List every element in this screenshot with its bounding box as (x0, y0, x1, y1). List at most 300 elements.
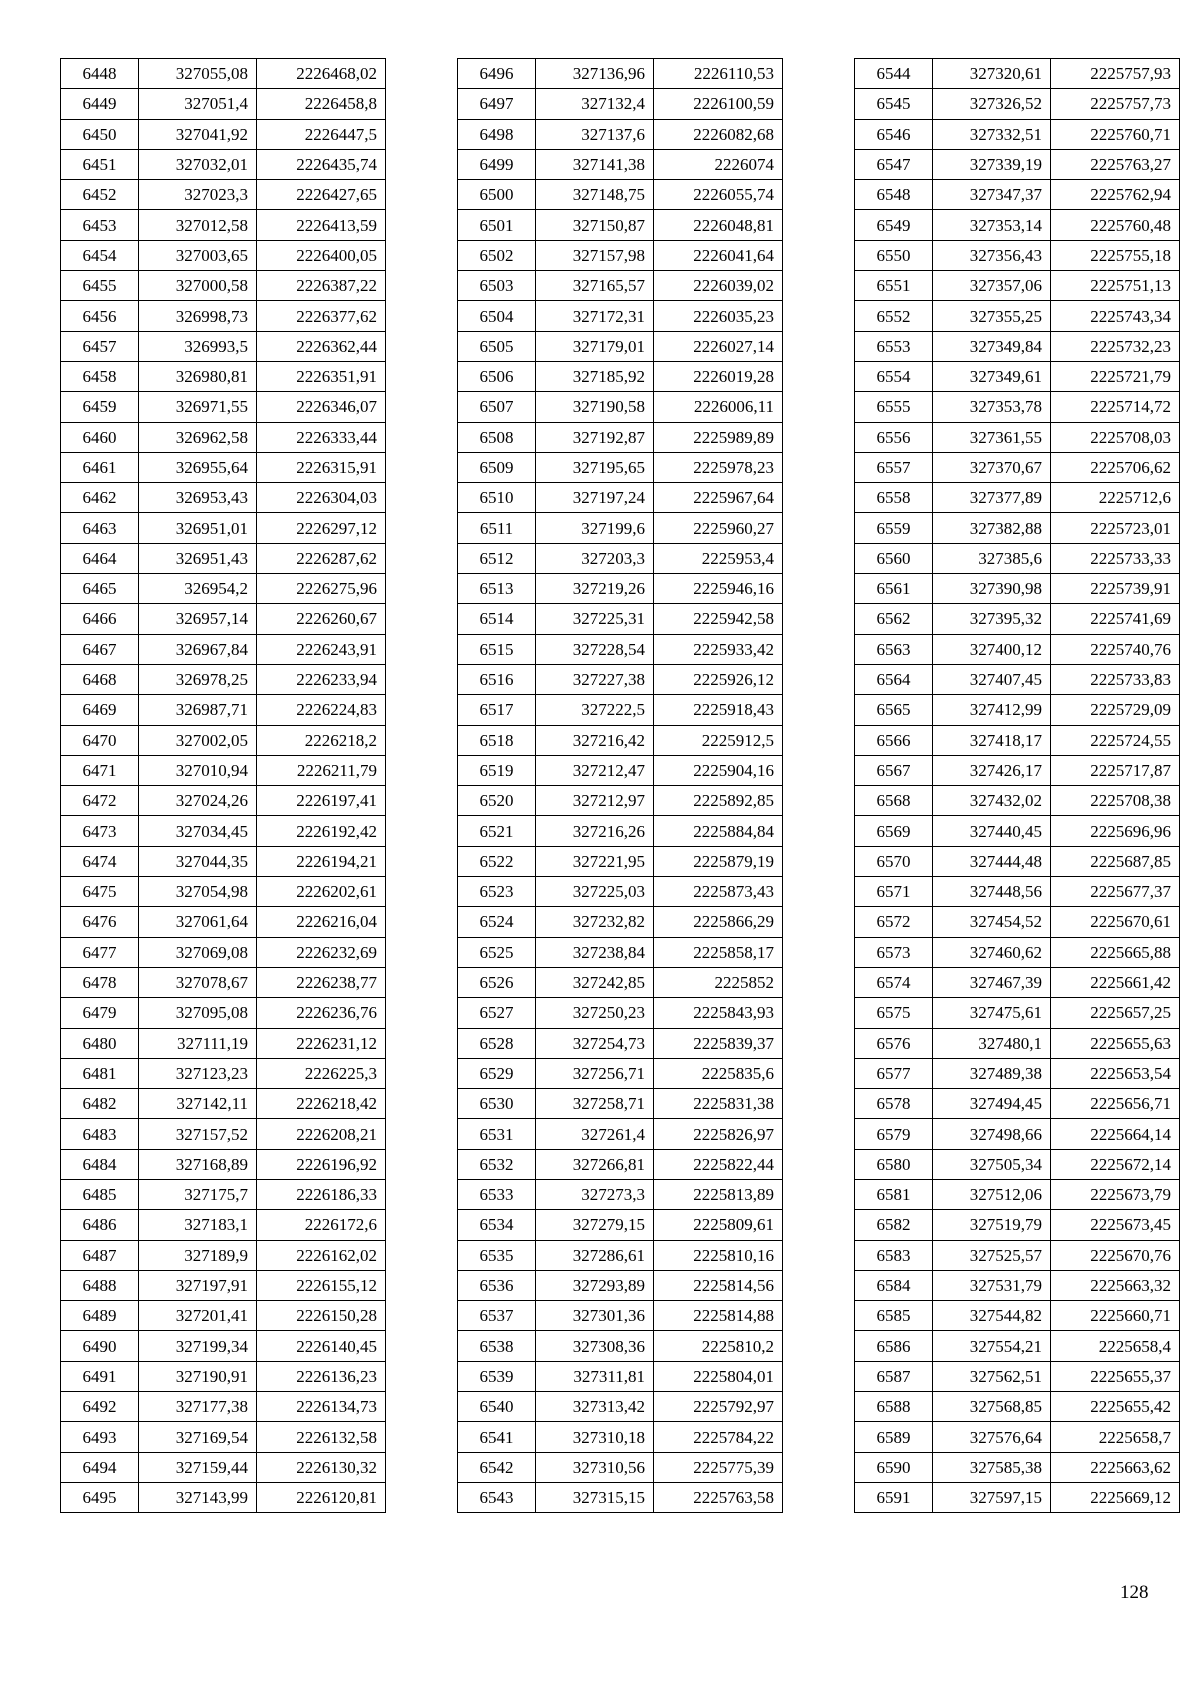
y-coordinate-cell: 2226035,23 (654, 301, 783, 331)
table-row (61, 1392, 386, 1422)
y-coordinate-cell: 2225810,16 (654, 1240, 783, 1270)
x-coordinate-cell: 327310,18 (536, 1422, 654, 1452)
point-id-cell: 6591 (855, 1482, 933, 1512)
x-coordinate-cell: 327051,4 (139, 89, 257, 119)
point-id-cell: 6531 (458, 1119, 536, 1149)
table-row (855, 1482, 1180, 1512)
y-coordinate-cell: 2225741,69 (1051, 604, 1180, 634)
y-coordinate-cell: 2226233,94 (257, 664, 386, 694)
y-coordinate-cell: 2225775,39 (654, 1452, 783, 1482)
y-coordinate-cell: 2226196,92 (257, 1149, 386, 1179)
point-id-cell: 6456 (61, 301, 139, 331)
y-coordinate-cell: 2225892,85 (654, 786, 783, 816)
x-coordinate-cell: 327195,65 (536, 452, 654, 482)
point-id-cell: 6537 (458, 1301, 536, 1331)
table-row (458, 543, 783, 573)
y-coordinate-cell: 2226218,2 (257, 725, 386, 755)
point-id-cell: 6506 (458, 361, 536, 391)
x-coordinate-cell: 327293,89 (536, 1270, 654, 1300)
table-row (458, 1331, 783, 1361)
point-id-cell: 6541 (458, 1422, 536, 1452)
y-coordinate-cell: 2226413,59 (257, 210, 386, 240)
x-coordinate-cell: 326951,01 (139, 513, 257, 543)
y-coordinate-cell: 2225712,6 (1051, 483, 1180, 513)
y-coordinate-cell: 2225989,89 (654, 422, 783, 452)
coordinate-table-1 (60, 58, 386, 1513)
x-coordinate-cell: 327143,99 (139, 1482, 257, 1512)
y-coordinate-cell: 2225687,85 (1051, 846, 1180, 876)
point-id-cell: 6558 (855, 483, 933, 513)
point-id-cell: 6551 (855, 271, 933, 301)
x-coordinate-cell: 327489,38 (933, 1058, 1051, 1088)
point-id-cell: 6510 (458, 483, 536, 513)
table-row (458, 786, 783, 816)
x-coordinate-cell: 327219,26 (536, 574, 654, 604)
x-coordinate-cell: 327137,6 (536, 119, 654, 149)
table-row (458, 1452, 783, 1482)
table-row (458, 877, 783, 907)
y-coordinate-cell: 2225946,16 (654, 574, 783, 604)
x-coordinate-cell: 327078,67 (139, 967, 257, 997)
point-id-cell: 6579 (855, 1119, 933, 1149)
table-row (855, 361, 1180, 391)
point-id-cell: 6571 (855, 877, 933, 907)
point-id-cell: 6566 (855, 725, 933, 755)
point-id-cell: 6524 (458, 907, 536, 937)
table-row (61, 755, 386, 785)
y-coordinate-cell: 2226082,68 (654, 119, 783, 149)
point-id-cell: 6449 (61, 89, 139, 119)
y-coordinate-cell: 2225843,93 (654, 998, 783, 1028)
x-coordinate-cell: 327512,06 (933, 1179, 1051, 1209)
point-id-cell: 6577 (855, 1058, 933, 1088)
x-coordinate-cell: 327168,89 (139, 1149, 257, 1179)
x-coordinate-cell: 327023,3 (139, 180, 257, 210)
table-row (855, 513, 1180, 543)
y-coordinate-cell: 2225743,34 (1051, 301, 1180, 331)
point-id-cell: 6559 (855, 513, 933, 543)
y-coordinate-cell: 2226027,14 (654, 331, 783, 361)
table-row (61, 1119, 386, 1149)
point-id-cell: 6491 (61, 1361, 139, 1391)
x-coordinate-cell: 327157,98 (536, 240, 654, 270)
y-coordinate-cell: 2226100,59 (654, 89, 783, 119)
table-row (61, 1179, 386, 1209)
point-id-cell: 6574 (855, 967, 933, 997)
x-coordinate-cell: 327169,54 (139, 1422, 257, 1452)
x-coordinate-cell: 327201,41 (139, 1301, 257, 1331)
x-coordinate-cell: 327407,45 (933, 664, 1051, 694)
y-coordinate-cell: 2225760,71 (1051, 119, 1180, 149)
x-coordinate-cell: 326954,2 (139, 574, 257, 604)
y-coordinate-cell: 2226387,22 (257, 271, 386, 301)
y-coordinate-cell: 2226232,69 (257, 937, 386, 967)
x-coordinate-cell: 327190,58 (536, 392, 654, 422)
table-row (61, 907, 386, 937)
point-id-cell: 6514 (458, 604, 536, 634)
point-id-cell: 6463 (61, 513, 139, 543)
x-coordinate-cell: 327562,51 (933, 1361, 1051, 1391)
y-coordinate-cell: 2225658,4 (1051, 1331, 1180, 1361)
x-coordinate-cell: 327382,88 (933, 513, 1051, 543)
table-row (61, 1089, 386, 1119)
x-coordinate-cell: 327254,73 (536, 1028, 654, 1058)
point-id-cell: 6538 (458, 1331, 536, 1361)
x-coordinate-cell: 327150,87 (536, 210, 654, 240)
table-row (458, 1149, 783, 1179)
y-coordinate-cell: 2225669,12 (1051, 1482, 1180, 1512)
table-row (458, 180, 783, 210)
point-id-cell: 6453 (61, 210, 139, 240)
y-coordinate-cell: 2226218,42 (257, 1089, 386, 1119)
point-id-cell: 6477 (61, 937, 139, 967)
point-id-cell: 6492 (61, 1392, 139, 1422)
y-coordinate-cell: 2225784,22 (654, 1422, 783, 1452)
y-coordinate-cell: 2226362,44 (257, 331, 386, 361)
table-row (61, 786, 386, 816)
y-coordinate-cell: 2226110,53 (654, 59, 783, 89)
point-id-cell: 6535 (458, 1240, 536, 1270)
y-coordinate-cell: 2225664,14 (1051, 1119, 1180, 1149)
point-id-cell: 6544 (855, 59, 933, 89)
table-row (855, 543, 1180, 573)
x-coordinate-cell: 327216,42 (536, 725, 654, 755)
x-coordinate-cell: 326998,73 (139, 301, 257, 331)
table-row (61, 89, 386, 119)
table-row (458, 452, 783, 482)
coordinate-table-3 (854, 58, 1180, 1513)
y-coordinate-cell: 2225751,13 (1051, 271, 1180, 301)
point-id-cell: 6494 (61, 1452, 139, 1482)
table-row (855, 1270, 1180, 1300)
x-coordinate-cell: 327332,51 (933, 119, 1051, 149)
table-row (458, 271, 783, 301)
x-coordinate-cell: 327286,61 (536, 1240, 654, 1270)
x-coordinate-cell: 327212,97 (536, 786, 654, 816)
point-id-cell: 6578 (855, 1089, 933, 1119)
table-row (458, 483, 783, 513)
x-coordinate-cell: 327320,61 (933, 59, 1051, 89)
x-coordinate-cell: 327044,35 (139, 846, 257, 876)
table-row (458, 240, 783, 270)
x-coordinate-cell: 327273,3 (536, 1179, 654, 1209)
x-coordinate-cell: 327136,96 (536, 59, 654, 89)
x-coordinate-cell: 326971,55 (139, 392, 257, 422)
point-id-cell: 6448 (61, 59, 139, 89)
table-row (855, 59, 1180, 89)
table-row (458, 210, 783, 240)
point-id-cell: 6476 (61, 907, 139, 937)
point-id-cell: 6540 (458, 1392, 536, 1422)
y-coordinate-cell: 2225852 (654, 967, 783, 997)
point-id-cell: 6564 (855, 664, 933, 694)
table-row (61, 937, 386, 967)
x-coordinate-cell: 327227,38 (536, 664, 654, 694)
x-coordinate-cell: 327111,19 (139, 1028, 257, 1058)
point-id-cell: 6589 (855, 1422, 933, 1452)
x-coordinate-cell: 327460,62 (933, 937, 1051, 967)
point-id-cell: 6523 (458, 877, 536, 907)
table-row (61, 301, 386, 331)
x-coordinate-cell: 326962,58 (139, 422, 257, 452)
x-coordinate-cell: 327301,36 (536, 1301, 654, 1331)
point-id-cell: 6473 (61, 816, 139, 846)
x-coordinate-cell: 327177,38 (139, 1392, 257, 1422)
table-row (61, 452, 386, 482)
y-coordinate-cell: 2225717,87 (1051, 755, 1180, 785)
table-row (855, 1331, 1180, 1361)
x-coordinate-cell: 327400,12 (933, 634, 1051, 664)
y-coordinate-cell: 2226150,28 (257, 1301, 386, 1331)
point-id-cell: 6552 (855, 301, 933, 331)
table-row (61, 695, 386, 725)
x-coordinate-cell: 327002,05 (139, 725, 257, 755)
point-id-cell: 6511 (458, 513, 536, 543)
table-row (61, 1149, 386, 1179)
table-row (61, 604, 386, 634)
point-id-cell: 6513 (458, 574, 536, 604)
y-coordinate-cell: 2226202,61 (257, 877, 386, 907)
y-coordinate-cell: 2225655,63 (1051, 1028, 1180, 1058)
table-row (61, 1210, 386, 1240)
point-id-cell: 6493 (61, 1422, 139, 1452)
table-row (458, 998, 783, 1028)
y-coordinate-cell: 2225729,09 (1051, 695, 1180, 725)
point-id-cell: 6501 (458, 210, 536, 240)
y-coordinate-cell: 2226287,62 (257, 543, 386, 573)
table-row (855, 452, 1180, 482)
table-row (458, 755, 783, 785)
table-row (458, 1482, 783, 1512)
point-id-cell: 6553 (855, 331, 933, 361)
page-number: 128 (1120, 1582, 1149, 1603)
point-id-cell: 6556 (855, 422, 933, 452)
x-coordinate-cell: 327326,52 (933, 89, 1051, 119)
y-coordinate-cell: 2226155,12 (257, 1270, 386, 1300)
y-coordinate-cell: 2225733,83 (1051, 664, 1180, 694)
y-coordinate-cell: 2226039,02 (654, 271, 783, 301)
table-row (855, 846, 1180, 876)
y-coordinate-cell: 2226297,12 (257, 513, 386, 543)
y-coordinate-cell: 2226055,74 (654, 180, 783, 210)
point-id-cell: 6586 (855, 1331, 933, 1361)
point-id-cell: 6536 (458, 1270, 536, 1300)
y-coordinate-cell: 2225813,89 (654, 1179, 783, 1209)
x-coordinate-cell: 327353,14 (933, 210, 1051, 240)
table-row (458, 1119, 783, 1149)
y-coordinate-cell: 2225708,38 (1051, 786, 1180, 816)
y-coordinate-cell: 2225831,38 (654, 1089, 783, 1119)
x-coordinate-cell: 327432,02 (933, 786, 1051, 816)
coordinate-table-2 (457, 58, 783, 1513)
table-row (61, 1301, 386, 1331)
x-coordinate-cell: 327199,34 (139, 1331, 257, 1361)
table-row (458, 1210, 783, 1240)
point-id-cell: 6532 (458, 1149, 536, 1179)
point-id-cell: 6568 (855, 786, 933, 816)
table-row (458, 422, 783, 452)
point-id-cell: 6472 (61, 786, 139, 816)
y-coordinate-cell: 2226208,21 (257, 1119, 386, 1149)
point-id-cell: 6460 (61, 422, 139, 452)
table-row (458, 119, 783, 149)
x-coordinate-cell: 326953,43 (139, 483, 257, 513)
y-coordinate-cell: 2225677,37 (1051, 877, 1180, 907)
table-row (855, 422, 1180, 452)
table-row (458, 1089, 783, 1119)
x-coordinate-cell: 327355,25 (933, 301, 1051, 331)
point-id-cell: 6569 (855, 816, 933, 846)
table-row (61, 119, 386, 149)
table-row (855, 119, 1180, 149)
x-coordinate-cell: 327199,6 (536, 513, 654, 543)
point-id-cell: 6459 (61, 392, 139, 422)
point-id-cell: 6575 (855, 998, 933, 1028)
table-row (61, 1452, 386, 1482)
y-coordinate-cell: 2225724,55 (1051, 725, 1180, 755)
point-id-cell: 6480 (61, 1028, 139, 1058)
point-id-cell: 6452 (61, 180, 139, 210)
table-row (855, 301, 1180, 331)
point-id-cell: 6462 (61, 483, 139, 513)
x-coordinate-cell: 327279,15 (536, 1210, 654, 1240)
point-id-cell: 6458 (61, 361, 139, 391)
y-coordinate-cell: 2225839,37 (654, 1028, 783, 1058)
table-row (61, 543, 386, 573)
y-coordinate-cell: 2225653,54 (1051, 1058, 1180, 1088)
x-coordinate-cell: 327498,66 (933, 1119, 1051, 1149)
y-coordinate-cell: 2226225,3 (257, 1058, 386, 1088)
y-coordinate-cell: 2226019,28 (654, 361, 783, 391)
table-row (855, 1210, 1180, 1240)
x-coordinate-cell: 326993,5 (139, 331, 257, 361)
point-id-cell: 6479 (61, 998, 139, 1028)
x-coordinate-cell: 327505,34 (933, 1149, 1051, 1179)
x-coordinate-cell: 327349,84 (933, 331, 1051, 361)
table-row (458, 1270, 783, 1300)
y-coordinate-cell: 2226006,11 (654, 392, 783, 422)
table-row (855, 392, 1180, 422)
table-row (855, 816, 1180, 846)
x-coordinate-cell: 327266,81 (536, 1149, 654, 1179)
y-coordinate-cell: 2226211,79 (257, 755, 386, 785)
x-coordinate-cell: 326957,14 (139, 604, 257, 634)
point-id-cell: 6534 (458, 1210, 536, 1240)
point-id-cell: 6489 (61, 1301, 139, 1331)
x-coordinate-cell: 327159,44 (139, 1452, 257, 1482)
y-coordinate-cell: 2225933,42 (654, 634, 783, 664)
table-row (458, 604, 783, 634)
y-coordinate-cell: 2225673,45 (1051, 1210, 1180, 1240)
point-id-cell: 6587 (855, 1361, 933, 1391)
x-coordinate-cell: 327395,32 (933, 604, 1051, 634)
point-id-cell: 6546 (855, 119, 933, 149)
x-coordinate-cell: 327069,08 (139, 937, 257, 967)
table-row (855, 1119, 1180, 1149)
x-coordinate-cell: 327189,9 (139, 1240, 257, 1270)
y-coordinate-cell: 2225670,61 (1051, 907, 1180, 937)
table-row (855, 1452, 1180, 1482)
y-coordinate-cell: 2226315,91 (257, 452, 386, 482)
point-id-cell: 6485 (61, 1179, 139, 1209)
point-id-cell: 6466 (61, 604, 139, 634)
x-coordinate-cell: 327412,99 (933, 695, 1051, 725)
y-coordinate-cell: 2226224,83 (257, 695, 386, 725)
x-coordinate-cell: 327531,79 (933, 1270, 1051, 1300)
y-coordinate-cell: 2225665,88 (1051, 937, 1180, 967)
point-id-cell: 6576 (855, 1028, 933, 1058)
y-coordinate-cell: 2225835,6 (654, 1058, 783, 1088)
point-id-cell: 6470 (61, 725, 139, 755)
y-coordinate-cell: 2225723,01 (1051, 513, 1180, 543)
table-row (855, 1179, 1180, 1209)
x-coordinate-cell: 327172,31 (536, 301, 654, 331)
x-coordinate-cell: 327192,87 (536, 422, 654, 452)
x-coordinate-cell: 327225,31 (536, 604, 654, 634)
x-coordinate-cell: 327242,85 (536, 967, 654, 997)
table-row (855, 1089, 1180, 1119)
y-coordinate-cell: 2226346,07 (257, 392, 386, 422)
point-id-cell: 6585 (855, 1301, 933, 1331)
x-coordinate-cell: 327203,3 (536, 543, 654, 573)
y-coordinate-cell: 2225657,25 (1051, 998, 1180, 1028)
x-coordinate-cell: 327390,98 (933, 574, 1051, 604)
point-id-cell: 6478 (61, 967, 139, 997)
table-row (855, 755, 1180, 785)
point-id-cell: 6550 (855, 240, 933, 270)
table-row (458, 967, 783, 997)
y-coordinate-cell: 2226351,91 (257, 361, 386, 391)
point-id-cell: 6547 (855, 149, 933, 179)
y-coordinate-cell: 2225663,62 (1051, 1452, 1180, 1482)
table-row (855, 1392, 1180, 1422)
table-row (458, 89, 783, 119)
y-coordinate-cell: 2225721,79 (1051, 361, 1180, 391)
x-coordinate-cell: 327232,82 (536, 907, 654, 937)
table-row (855, 1028, 1180, 1058)
table-row (61, 1422, 386, 1452)
point-id-cell: 6557 (855, 452, 933, 482)
point-id-cell: 6482 (61, 1089, 139, 1119)
x-coordinate-cell: 327576,64 (933, 1422, 1051, 1452)
point-id-cell: 6512 (458, 543, 536, 573)
x-coordinate-cell: 327179,01 (536, 331, 654, 361)
table-row (855, 695, 1180, 725)
x-coordinate-cell: 327228,54 (536, 634, 654, 664)
x-coordinate-cell: 326967,84 (139, 634, 257, 664)
point-id-cell: 6483 (61, 1119, 139, 1149)
table-row (61, 240, 386, 270)
y-coordinate-cell: 2226172,6 (257, 1210, 386, 1240)
x-coordinate-cell: 327361,55 (933, 422, 1051, 452)
point-id-cell: 6583 (855, 1240, 933, 1270)
x-coordinate-cell: 327315,15 (536, 1482, 654, 1512)
point-id-cell: 6573 (855, 937, 933, 967)
point-id-cell: 6495 (61, 1482, 139, 1512)
point-id-cell: 6502 (458, 240, 536, 270)
x-coordinate-cell: 327308,36 (536, 1331, 654, 1361)
table-row (855, 907, 1180, 937)
point-id-cell: 6464 (61, 543, 139, 573)
x-coordinate-cell: 327448,56 (933, 877, 1051, 907)
point-id-cell: 6527 (458, 998, 536, 1028)
point-id-cell: 6490 (61, 1331, 139, 1361)
table-row (61, 149, 386, 179)
y-coordinate-cell: 2225708,03 (1051, 422, 1180, 452)
point-id-cell: 6507 (458, 392, 536, 422)
table-row (855, 664, 1180, 694)
point-id-cell: 6505 (458, 331, 536, 361)
